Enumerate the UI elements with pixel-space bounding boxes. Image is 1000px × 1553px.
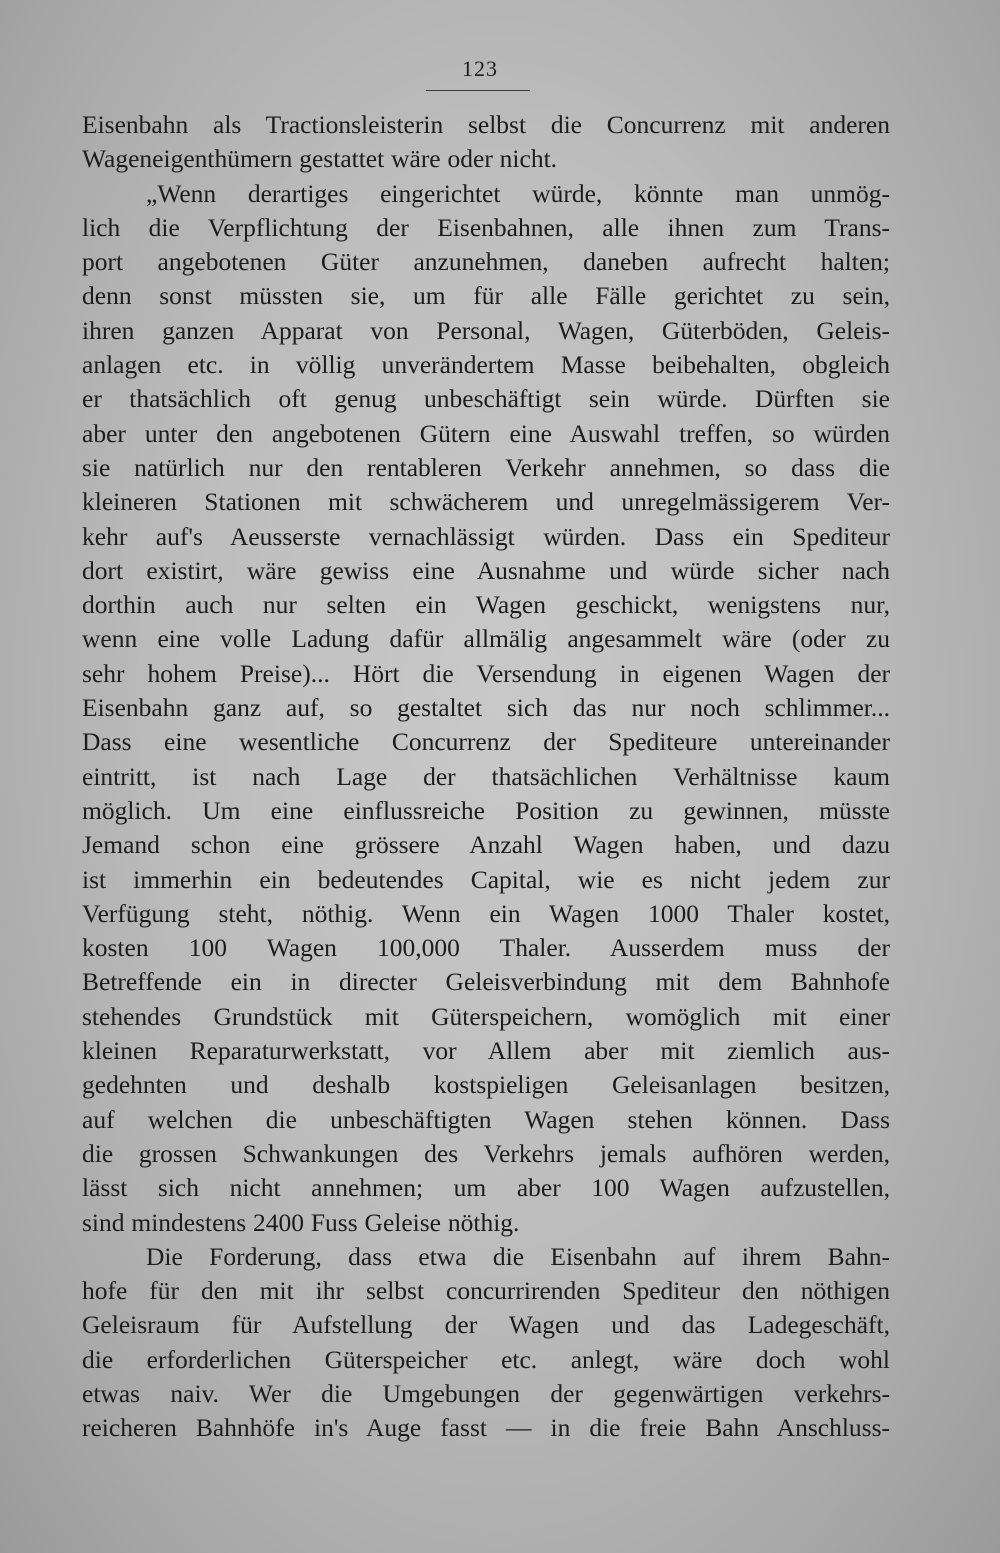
text-line: wenn eine volle Ladung dafür allmälig angesammelt wäre (oder zu bbox=[82, 624, 890, 654]
text-line: Dass eine wesentliche Concurrenz der Spediteure untereinander bbox=[82, 727, 890, 757]
text-line: eintritt, ist nach Lage der thatsächlichen Verhältnisse kaum bbox=[82, 761, 890, 791]
text-line: reicheren Bahnhöfe in's Auge fasst — in die freie Bahn Anschluss- bbox=[82, 1413, 890, 1443]
text-line: Eisenbahn als Tractionsleisterin selbst die Concurrenz mit anderen bbox=[82, 110, 890, 139]
text-line: sind mindestens 2400 Fuss Geleise nöthig. bbox=[82, 1207, 520, 1237]
text-line: Geleisraum für Aufstellung der Wagen und das Ladegeschäft, bbox=[82, 1310, 890, 1340]
text-line: dort existirt, wäre gewiss eine Ausnahme und würde sicher nach bbox=[82, 555, 890, 585]
text-line: Eisenbahn ganz auf, so gestaltet sich das nur noch schlimmer... bbox=[82, 693, 890, 723]
text-line: kehr auf's Aeusserste vernachlässigt würden. Dass ein Spediteur bbox=[82, 521, 890, 551]
text-line: Verfügung steht, nöthig. Wenn ein Wagen 1000 Thaler kostet, bbox=[82, 898, 890, 928]
text-line: port angebotenen Güter anzunehmen, daneben aufrecht halten; bbox=[82, 247, 890, 277]
text-line: möglich. Um eine einflussreiche Position zu gewinnen, müsste bbox=[82, 795, 890, 825]
body-text bbox=[82, 108, 890, 1446]
page-number-rule bbox=[426, 90, 530, 91]
text-line: kleineren Stationen mit schwächerem und unregelmässigerem Ver- bbox=[82, 487, 890, 517]
text-line: dorthin auch nur selten ein Wagen geschickt, wenigstens nur, bbox=[82, 590, 890, 620]
text-line: Betreffende ein in directer Geleisverbindung mit dem Bahnhofe bbox=[82, 967, 890, 997]
text-line: stehendes Grundstück mit Güterspeichern, womöglich mit einer bbox=[82, 1001, 890, 1031]
text-line: aber unter den angebotenen Gütern eine Auswahl treffen, so würden bbox=[82, 418, 890, 448]
text-line: denn sonst müssten sie, um für alle Fälle gerichtet zu sein, bbox=[82, 281, 890, 311]
text-line: ist immerhin ein bedeutendes Capital, wie es nicht jedem zur bbox=[82, 864, 890, 894]
text-line: gedehnten und deshalb kostspieligen Geleisanlagen besitzen, bbox=[82, 1070, 890, 1100]
text-line: er thatsächlich oft genug unbeschäftigt sein würde. Dürften sie bbox=[82, 384, 890, 414]
text-line: lich die Verpflichtung der Eisenbahnen, alle ihnen zum Trans- bbox=[82, 212, 890, 242]
text-line: anlagen etc. in völlig unverändertem Masse beibehalten, obgleich bbox=[82, 350, 890, 380]
text-line: kleinen Reparaturwerkstatt, vor Allem aber mit ziemlich aus- bbox=[82, 1036, 890, 1066]
text-line: lässt sich nicht annehmen; um aber 100 Wagen aufzustellen, bbox=[82, 1173, 890, 1203]
text-line: auf welchen die unbeschäftigten Wagen stehen können. Dass bbox=[82, 1104, 890, 1134]
text-line: sie natürlich nur den rentableren Verkehr annehmen, so dass die bbox=[82, 452, 890, 482]
text-line: hofe für den mit ihr selbst concurrirenden Spediteur den nöthigen bbox=[82, 1276, 890, 1306]
text-line: die erforderlichen Güterspeicher etc. anlegt, wäre doch wohl bbox=[82, 1344, 890, 1374]
text-line: Wageneigenthümern gestattet wäre oder nicht. bbox=[82, 144, 558, 174]
text-line: etwas naiv. Wer die Umgebungen der gegenwärtigen verkehrs- bbox=[82, 1378, 890, 1408]
text-line: sehr hohem Preise)... Hört die Versendung in eigenen Wagen der bbox=[82, 658, 890, 688]
text-line: ihren ganzen Apparat von Personal, Wagen, Güterböden, Geleis- bbox=[82, 315, 890, 345]
text-line: die grossen Schwankungen des Verkehrs jemals aufhören werden, bbox=[82, 1138, 890, 1168]
text-line: Die Forderung, dass etwa die Eisenbahn auf ihrem Bahn- bbox=[146, 1241, 890, 1271]
text-line: Jemand schon eine grössere Anzahl Wagen haben, und dazu bbox=[82, 830, 890, 860]
text-line: „Wenn derartiges eingerichtet würde, könnte man unmög- bbox=[146, 178, 890, 208]
text-line: kosten 100 Wagen 100,000 Thaler. Ausserdem muss der bbox=[82, 933, 890, 963]
page-number: 123 bbox=[462, 56, 498, 81]
